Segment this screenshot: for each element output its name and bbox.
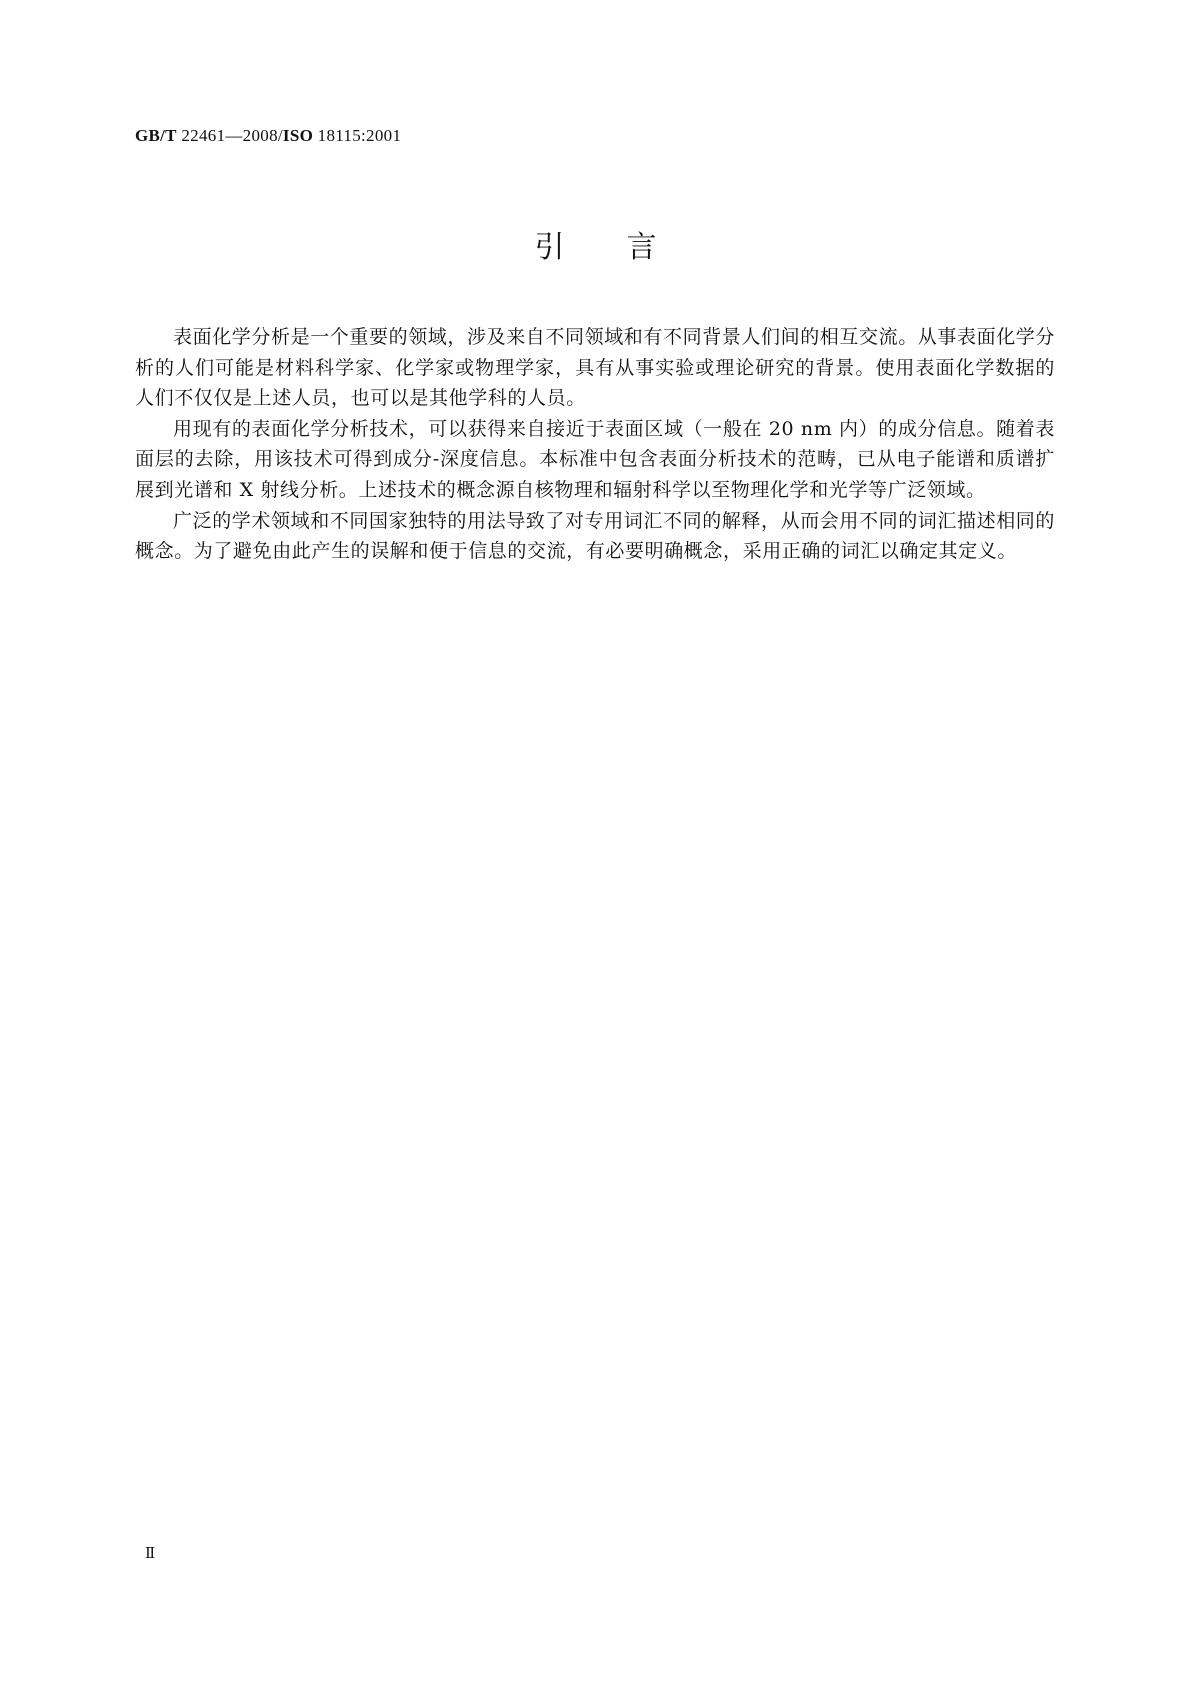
paragraph-1: 表面化学分析是一个重要的领域，涉及来自不同领域和有不同背景人们间的相互交流。从事表面化学分析的人们可能是材料科学家、化学家或物理学家，具有从事实验或理论研究的背景。使用表面化学数据的人们不仅仅是上述人员，也可以是其他学科的人员。 xyxy=(135,326,1056,410)
iso-prefix: ISO xyxy=(282,126,314,145)
paragraph-3: 广泛的学术领域和不同国家独特的用法导致了对专用词汇不同的解释，从而会用不同的词汇描述相同的概念。为了避免由此产生的误解和便于信息的交流，有必要明确概念，采用正确的词汇以确定其定义。 xyxy=(135,509,1056,563)
page-title: 引言 xyxy=(534,230,719,265)
page-number: Ⅱ xyxy=(145,1546,155,1562)
gbt-number: 22461—2008/ xyxy=(176,126,283,145)
introduction-body xyxy=(135,322,1055,567)
gbt-prefix: GB/T xyxy=(135,126,177,145)
standard-number-header xyxy=(135,126,401,146)
iso-number: 18115:2001 xyxy=(313,126,402,145)
paragraph-2: 用现有的表面化学分析技术，可以获得来自接近于表面区域（一般在 20 nm 内）的成分信息。随着表面层的去除，用该技术可得到成分-深度信息。本标准中包含表面分析技术的范畴，已从电子能谱和质谱扩展到光谱和 X 射线分析。上述技术的概念源自核物理和辐射科学以至物理化学和光学等广泛领域。 xyxy=(135,417,1055,501)
